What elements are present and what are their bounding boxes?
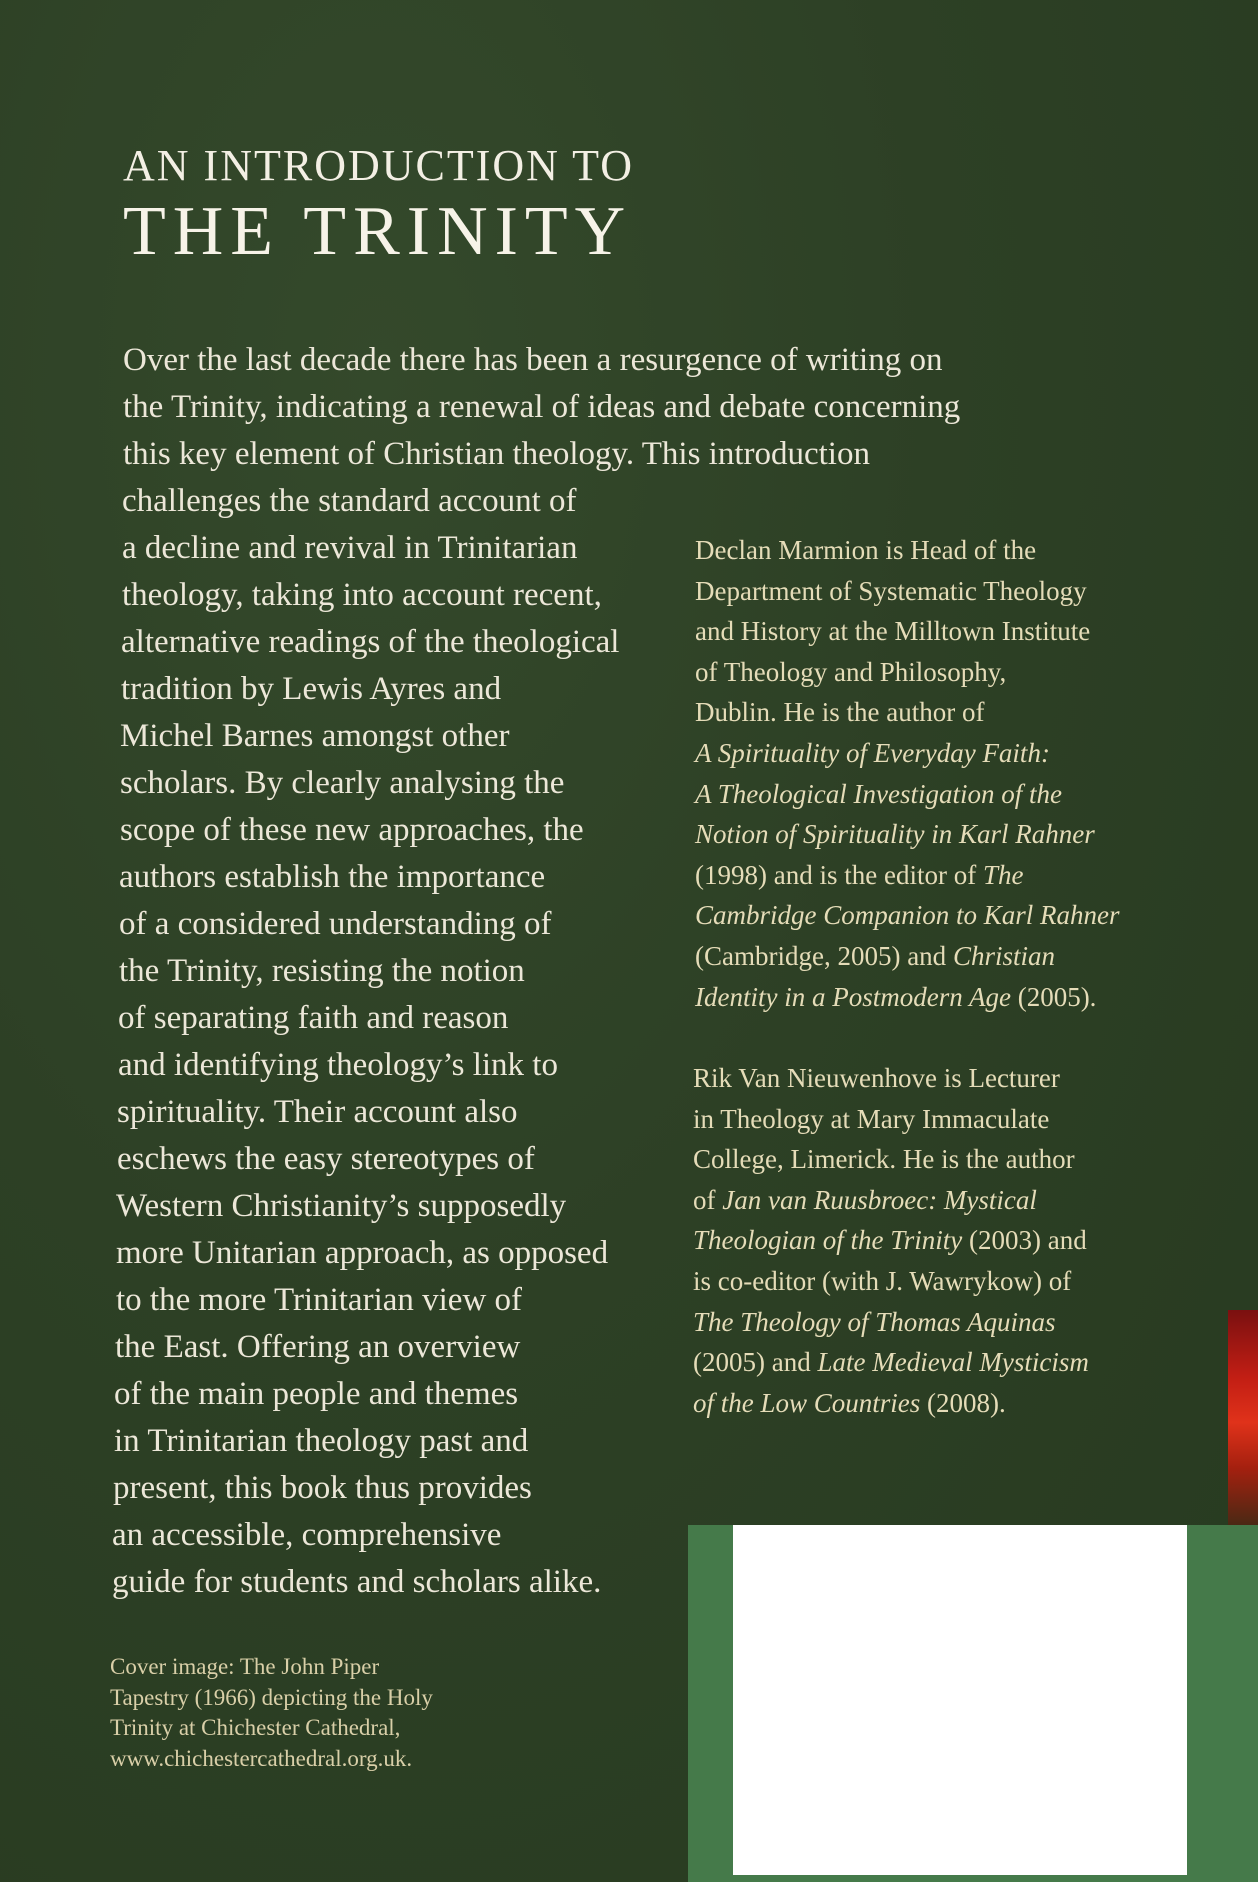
- bio-text: (2008).: [920, 1387, 1006, 1418]
- bio-text: (2003) and: [962, 1225, 1087, 1256]
- blurb-line: Western Christianity’s supposedly: [116, 1188, 567, 1224]
- book-title-italic: Cambridge Companion to Karl Rahner: [695, 900, 1120, 931]
- book-title-italic: A Spirituality of Everyday Faith:: [695, 737, 1050, 768]
- blurb-line: of a considered understanding of: [119, 906, 552, 942]
- blurb-line: to the more Trinitarian view of: [116, 1282, 523, 1318]
- bio-line: Dublin. He is the author of: [695, 697, 985, 728]
- bio-line: [695, 936, 1165, 977]
- book-title-italic: The: [982, 859, 1024, 890]
- bio-line: is co-editor (with J. Wawrykow) of: [693, 1265, 1072, 1296]
- blurb-line: Michel Barnes amongst other: [120, 718, 510, 754]
- credit-line: Tapestry (1966) depicting the Holy: [110, 1684, 433, 1710]
- credit-line: Trinity at Chichester Cathedral,: [110, 1715, 401, 1740]
- blurb-line: spirituality. Their account also: [117, 1094, 518, 1130]
- book-title-italic: Late Medieval Mysticism: [817, 1347, 1089, 1378]
- blurb-line: a decline and revival in Trinitarian: [122, 530, 578, 566]
- bio-text: (2005) and: [693, 1347, 818, 1378]
- blurb-line: scope of these new approaches, the: [120, 812, 584, 848]
- bio-line: College, Limerick. He is the author: [693, 1144, 1075, 1175]
- blurb-line: authors establish the importance: [119, 859, 546, 895]
- blurb-line: of separating faith and reason: [118, 1000, 509, 1036]
- blurb-line: the Trinity, resisting the notion: [119, 953, 525, 989]
- bio-text: of: [693, 1184, 723, 1215]
- book-title-italic: The Theology of Thomas Aquinas: [693, 1306, 1056, 1337]
- blurb-line: guide for students and scholars alike.: [112, 1564, 602, 1600]
- book-title-italic: Jan van Ruusbroec: Mystical: [722, 1184, 1037, 1215]
- credit-line: Cover image: The John Piper: [110, 1654, 380, 1679]
- bio-line: [693, 1180, 1163, 1221]
- bio-line: Declan Marmion is Head of the: [695, 535, 1037, 565]
- barcode-area: [733, 1525, 1187, 1875]
- title-line-1: AN INTRODUCTION TO: [123, 141, 635, 190]
- book-title: THE TRINITY: [123, 193, 633, 270]
- bio-line: of Theology and Philosophy,: [695, 656, 1007, 687]
- bio-line: [695, 855, 1165, 896]
- bio-text: (Cambridge, 2005) and: [695, 940, 953, 971]
- blurb-line: the Trinity, indicating a renewal of ideas and debate concerning: [123, 389, 961, 425]
- blurb-line: present, this book thus provides: [113, 1470, 532, 1506]
- bio-line: [695, 774, 1165, 815]
- bio-line: [695, 895, 1165, 936]
- cover-image-credit: [110, 1652, 433, 1774]
- blurb-line: of the main people and themes: [114, 1376, 519, 1412]
- book-title-italic: Christian: [952, 940, 1055, 971]
- bio-line: [693, 1220, 1163, 1261]
- tapestry-edge-image: [1228, 1310, 1258, 1535]
- bio-line: [695, 733, 1165, 774]
- bio-line: and History at the Milltown Institute: [695, 616, 1091, 647]
- book-title-italic: Notion of Spirituality in Karl Rahner: [695, 819, 1095, 850]
- blurb-line: tradition by Lewis Ayres and: [121, 671, 502, 707]
- author-bio-nieuwenhove: [693, 1058, 1163, 1423]
- blurb-line: Over the last decade there has been a resurgence of writing on: [123, 342, 943, 378]
- book-title-italic: A Theological Investigation of the: [695, 778, 1062, 809]
- bio-line: [693, 1302, 1163, 1343]
- blurb-line: an accessible, comprehensive: [112, 1517, 502, 1553]
- blurb-line: and identifying theology’s link to: [118, 1047, 558, 1083]
- blurb-line: alternative readings of the theological: [121, 624, 620, 660]
- bio-line: [693, 1383, 1163, 1424]
- blurb-line: eschews the easy stereotypes of: [117, 1141, 535, 1177]
- blurb-line: in Trinitarian theology past and: [114, 1423, 529, 1459]
- credit-url: www.chichestercathedral.org.uk.: [110, 1745, 413, 1771]
- book-title-italic: Identity in a Postmodern Age: [695, 981, 1011, 1012]
- blurb-line: scholars. By clearly analysing the: [120, 765, 565, 801]
- bio-line: Rik Van Nieuwenhove is Lecturer: [693, 1063, 1060, 1093]
- bio-line: [695, 977, 1165, 1018]
- bio-text: (2005).: [1010, 981, 1097, 1012]
- blurb-line: challenges the standard account of: [122, 483, 577, 519]
- bio-line: [693, 1342, 1163, 1383]
- bio-text: (1998) and is the editor of: [695, 859, 983, 890]
- bio-line: in Theology at Mary Immaculate: [693, 1103, 1050, 1134]
- blurb-line: more Unitarian approach, as opposed: [116, 1235, 609, 1271]
- bio-line: [695, 814, 1165, 855]
- blurb-line: the East. Offering an overview: [115, 1329, 521, 1365]
- bio-line: Department of Systematic Theology: [695, 575, 1087, 606]
- book-title-italic: Theologian of the Trinity: [693, 1225, 963, 1256]
- blurb-line: this key element of Christian theology. This introduction: [123, 436, 870, 472]
- author-bio-marmion: [695, 530, 1165, 1017]
- blurb-line: theology, taking into account recent,: [122, 577, 602, 613]
- book-title-italic: of the Low Countries: [693, 1387, 921, 1418]
